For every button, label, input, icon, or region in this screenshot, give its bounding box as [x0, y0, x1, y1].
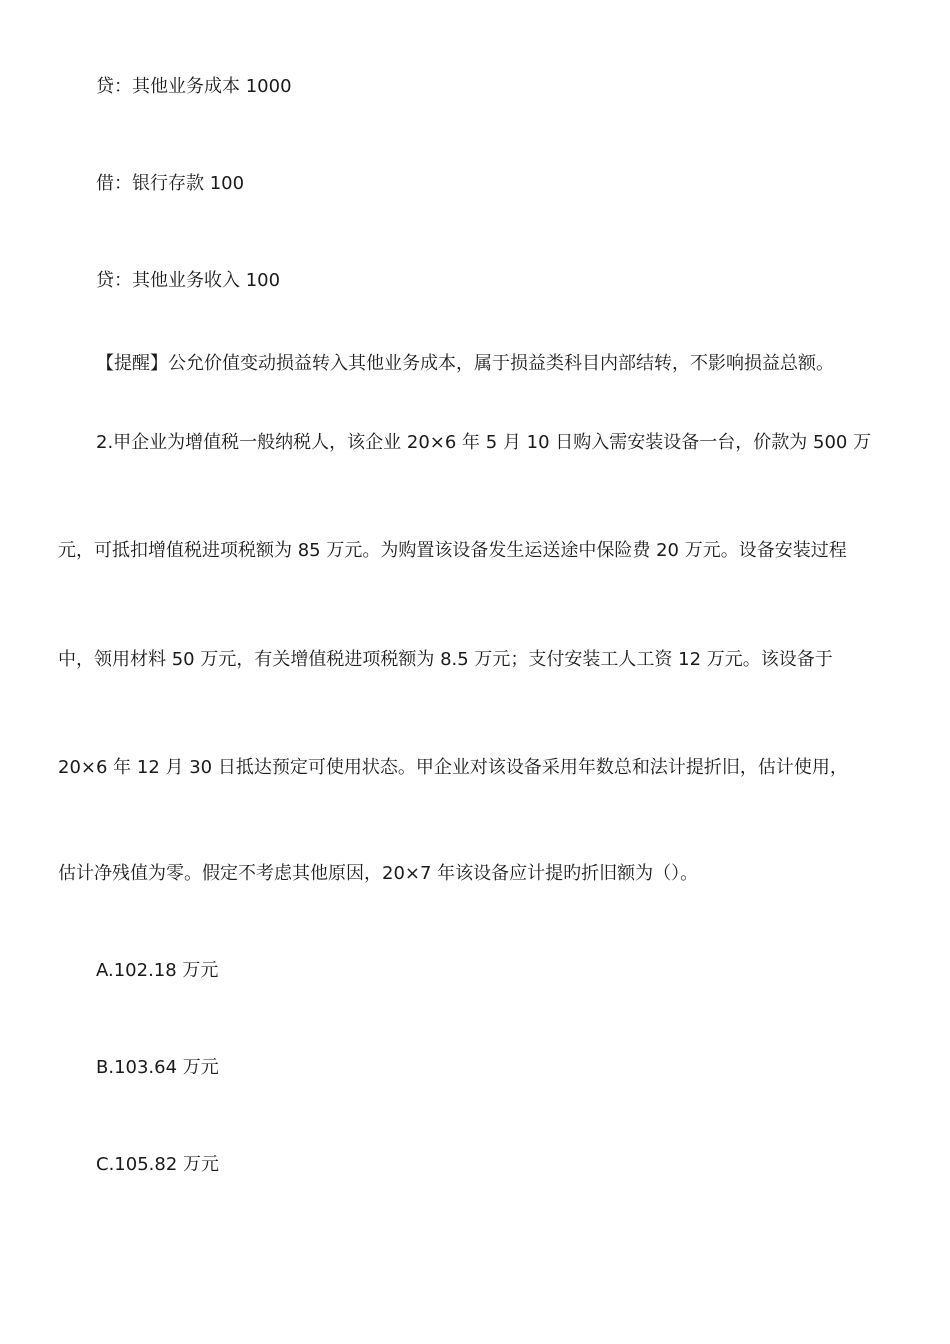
reminder-note: 【提醒】公允价值变动损益转入其他业务成本，属于损益类科目内部结转，不影响损益总额。 — [96, 353, 834, 374]
question-line-2: 元，可抵扣增值税进项税额为 85 万元。为购置该设备发生运送途中保险费 20 万元。设备安装过程 — [58, 540, 847, 561]
question-line-5: 估计净残值为零。假定不考虑其他原因，20×7 年该设备应计提旳折旧额为（）。 — [58, 863, 699, 884]
question-line-4: 20×6 年 12 月 30 日抵达预定可使用状态。甲企业对该设备采用年数总和法计提折旧，估计使用， — [58, 757, 848, 778]
journal-entry-credit-cost: 贷：其他业务成本 1000 — [96, 76, 292, 97]
journal-entry-credit-revenue: 贷：其他业务收入 100 — [96, 270, 281, 291]
option-c: C.105.82 万元 — [96, 1154, 219, 1175]
question-line-1: 2.甲企业为增值税一般纳税人，该企业 20×6 年 5 月 10 日购入需安装设备一台，价款为 500 万 — [96, 432, 872, 453]
question-line-3: 中，领用材料 50 万元，有关增值税进项税额为 8.5 万元；支付安装工人工资 12 万元。该设备于 — [58, 649, 833, 670]
journal-entry-debit-bank: 借：银行存款 100 — [96, 173, 245, 194]
option-a: A.102.18 万元 — [96, 960, 219, 981]
option-b: B.103.64 万元 — [96, 1057, 219, 1078]
